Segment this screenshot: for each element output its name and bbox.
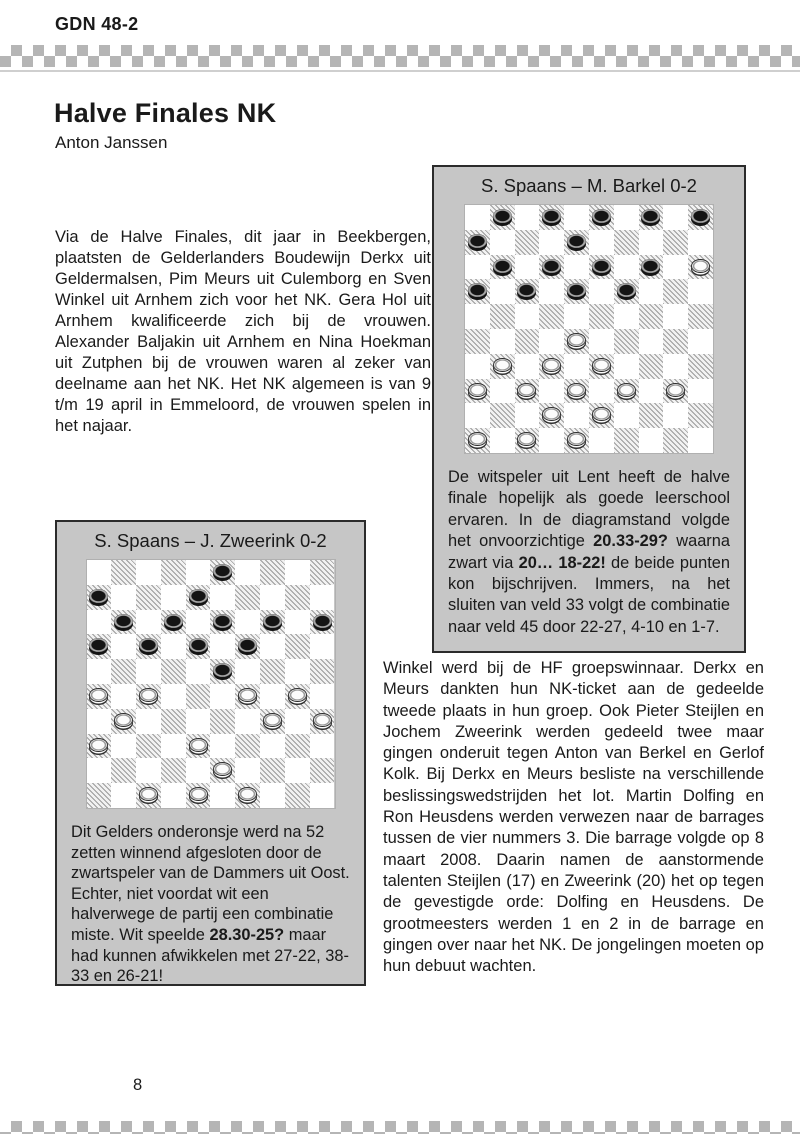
dark-square <box>465 329 490 354</box>
dark-square <box>589 255 614 280</box>
dark-square <box>614 329 639 354</box>
caption-text: waarna zwart via <box>448 532 730 572</box>
black-piece <box>189 589 208 603</box>
dark-square <box>260 560 285 585</box>
dark-square <box>688 304 713 329</box>
diagram-title: S. Spaans – M. Barkel 0-2 <box>481 175 697 196</box>
light-square <box>515 205 540 230</box>
dark-square <box>111 709 136 734</box>
light-square <box>564 354 589 379</box>
white-piece <box>89 738 108 752</box>
dark-square <box>688 205 713 230</box>
dark-square <box>87 684 112 709</box>
light-square <box>490 329 515 354</box>
light-square <box>515 403 540 428</box>
dark-square <box>465 230 490 255</box>
white-piece <box>313 713 332 727</box>
black-piece <box>114 614 133 628</box>
light-square <box>639 329 664 354</box>
light-square <box>465 205 490 230</box>
white-piece <box>567 333 586 347</box>
dark-square <box>161 659 186 684</box>
white-piece <box>238 688 257 702</box>
light-square <box>490 428 515 453</box>
dark-square <box>515 379 540 404</box>
light-square <box>589 329 614 354</box>
dark-square <box>663 279 688 304</box>
dark-square <box>136 734 161 759</box>
light-square <box>310 585 335 610</box>
light-square <box>688 230 713 255</box>
page-number: 8 <box>133 1076 143 1094</box>
dark-square <box>663 230 688 255</box>
draughts-board <box>464 204 714 454</box>
white-piece <box>238 787 257 801</box>
white-piece <box>288 688 307 702</box>
black-piece <box>517 283 536 297</box>
light-square <box>260 684 285 709</box>
caption-text: de beide punten kon bijschrijven. Immers, na het sluiten van veld 33 volgt de combinatie naar veld 45 door 22-27, 4-10 en 1-7. <box>448 553 730 636</box>
intro-paragraph: Via de Halve Finales, dit jaar in Beekbergen, plaatsten de Gelderlanders Boudewijn Derkx uit Geldermalsen, Pim Meurs uit Culemborg en Sven Winkel uit Arnhem zich voor het NK. Gera Hol uit Arnhem kwalificeerde zich bij de vrouwen. Alexander Baljakin uit Arnhem en Nina Hoekman uit Zutphen bij de vrouwen waren al zeker van deelname aan het NK. Het NK algemeen is van 9 t/m 19 april in Emmeloord, de vrouwen spelen in het najaar. <box>55 228 431 435</box>
dark-square <box>490 403 515 428</box>
white-piece <box>89 688 108 702</box>
light-square <box>186 610 211 635</box>
issue-label: GDN 48-2 <box>55 14 139 34</box>
dark-square <box>260 709 285 734</box>
light-square <box>539 230 564 255</box>
black-piece <box>213 564 232 578</box>
light-square <box>465 304 490 329</box>
light-square <box>688 329 713 354</box>
light-square <box>210 734 235 759</box>
dark-square <box>186 783 211 808</box>
black-piece <box>493 259 512 273</box>
dark-square <box>136 783 161 808</box>
dark-square <box>111 659 136 684</box>
white-piece <box>139 688 158 702</box>
dark-square <box>111 560 136 585</box>
dark-square <box>161 709 186 734</box>
light-square <box>87 659 112 684</box>
dark-square <box>564 279 589 304</box>
black-piece <box>238 638 257 652</box>
light-square <box>136 758 161 783</box>
white-piece <box>567 383 586 397</box>
light-square <box>688 379 713 404</box>
dark-square <box>539 403 564 428</box>
dark-square <box>210 758 235 783</box>
light-square <box>186 560 211 585</box>
light-square <box>136 560 161 585</box>
dark-square <box>490 354 515 379</box>
dark-square <box>614 428 639 453</box>
black-piece <box>213 663 232 677</box>
dark-square <box>235 684 260 709</box>
light-square <box>639 428 664 453</box>
dark-square <box>285 585 310 610</box>
black-piece <box>641 209 660 223</box>
light-square <box>564 255 589 280</box>
light-square <box>161 684 186 709</box>
black-piece <box>89 589 108 603</box>
dark-square <box>210 560 235 585</box>
light-square <box>235 560 260 585</box>
dark-square <box>161 758 186 783</box>
dark-square <box>235 734 260 759</box>
white-piece <box>114 713 133 727</box>
light-square <box>515 304 540 329</box>
dark-square <box>285 734 310 759</box>
dark-square <box>210 610 235 635</box>
black-piece <box>542 209 561 223</box>
white-piece <box>691 259 710 273</box>
dark-square <box>515 230 540 255</box>
light-square <box>285 610 310 635</box>
diagram-caption <box>434 467 744 638</box>
dark-square <box>589 354 614 379</box>
white-piece <box>517 432 536 446</box>
light-square <box>639 379 664 404</box>
white-piece <box>189 738 208 752</box>
light-square <box>111 783 136 808</box>
dark-square <box>688 354 713 379</box>
black-piece <box>592 209 611 223</box>
move-notation: 20… 18-22! <box>518 553 606 572</box>
light-square <box>235 610 260 635</box>
light-square <box>663 205 688 230</box>
white-piece <box>468 383 487 397</box>
white-piece <box>189 787 208 801</box>
caption-text: De witspeler uit Lent heeft de halve finale hopelijk als goede leerschool ervaren. In de diagramstand volgde het onvoorzichtige <box>448 468 730 551</box>
light-square <box>235 709 260 734</box>
dark-square <box>465 428 490 453</box>
light-square <box>639 279 664 304</box>
white-piece <box>517 383 536 397</box>
light-square <box>515 354 540 379</box>
dark-square <box>310 610 335 635</box>
light-square <box>515 255 540 280</box>
white-piece <box>567 432 586 446</box>
dark-square <box>564 379 589 404</box>
move-notation: 28.30-25? <box>209 925 285 944</box>
black-piece <box>691 209 710 223</box>
light-square <box>260 734 285 759</box>
dark-square <box>235 634 260 659</box>
header-rule <box>0 70 800 72</box>
white-piece <box>542 407 561 421</box>
light-square <box>111 734 136 759</box>
black-piece <box>468 283 487 297</box>
dark-square <box>310 560 335 585</box>
light-square <box>589 230 614 255</box>
black-piece <box>468 234 487 248</box>
dark-square <box>639 354 664 379</box>
light-square <box>285 709 310 734</box>
dark-square <box>310 758 335 783</box>
white-piece <box>666 383 685 397</box>
dark-square <box>564 230 589 255</box>
dark-square <box>688 403 713 428</box>
white-piece <box>213 762 232 776</box>
dark-square <box>564 428 589 453</box>
dark-square <box>589 403 614 428</box>
dark-square <box>186 585 211 610</box>
black-piece <box>313 614 332 628</box>
light-square <box>87 560 112 585</box>
light-square <box>589 279 614 304</box>
light-square <box>539 329 564 354</box>
light-square <box>465 403 490 428</box>
caption-text: maar had kunnen afwikkelen met 27-22, 38-33 en 26-21! <box>71 925 349 986</box>
dark-square <box>260 758 285 783</box>
dark-square <box>539 304 564 329</box>
diagram-box-zweerink <box>55 520 366 986</box>
dark-square <box>663 428 688 453</box>
black-piece <box>89 638 108 652</box>
move-notation: 20.33-29? <box>593 532 668 551</box>
dark-square <box>465 279 490 304</box>
light-square <box>87 610 112 635</box>
dark-square <box>614 379 639 404</box>
dark-square <box>490 255 515 280</box>
dark-square <box>539 205 564 230</box>
light-square <box>260 783 285 808</box>
dark-square <box>490 205 515 230</box>
black-piece <box>592 259 611 273</box>
light-square <box>87 709 112 734</box>
white-piece <box>542 358 561 372</box>
light-square <box>235 659 260 684</box>
white-piece <box>493 358 512 372</box>
light-square <box>260 585 285 610</box>
light-square <box>235 758 260 783</box>
dark-square <box>260 659 285 684</box>
dark-square <box>310 709 335 734</box>
dark-square <box>614 279 639 304</box>
light-square <box>663 304 688 329</box>
dark-square <box>87 734 112 759</box>
white-piece <box>468 432 487 446</box>
light-square <box>663 354 688 379</box>
black-piece <box>213 614 232 628</box>
light-square <box>688 279 713 304</box>
white-piece <box>592 407 611 421</box>
light-square <box>161 634 186 659</box>
light-square <box>465 255 490 280</box>
dark-square <box>136 585 161 610</box>
dark-square <box>564 329 589 354</box>
white-piece <box>263 713 282 727</box>
article-title: Halve Finales NK <box>54 98 277 128</box>
light-square <box>490 230 515 255</box>
dark-square <box>87 634 112 659</box>
dark-square <box>186 684 211 709</box>
caption-text: Dit Gelders onderonsje werd na 52 zetten winnend afgesloten door de zwartspeler van de Dammers uit Oost. Echter, niet voordat wit een halverwege de partij een combinatie miste. Wit speelde <box>71 823 350 944</box>
light-square <box>186 659 211 684</box>
dark-square <box>161 610 186 635</box>
dark-square <box>235 783 260 808</box>
black-piece <box>189 638 208 652</box>
diagram-box-barkel <box>432 165 746 653</box>
dark-square <box>515 279 540 304</box>
results-paragraph: Winkel werd bij de HF groepswinnaar. Derkx en Meurs dankten hun NK-ticket aan de gedeelde tweede plaats in hun groep. Ook Pieter Steijlen en Jochem Zweerink werden gedeeld twee maar gingen onderuit tegen Anton van Berkel en Gerlof Kolk. Bij Derkx en Meurs besliste na verschillende beslissingswedstrijden het lot. Martin Dolfing en Ron Heusdens werden verwezen naar de barrages tussen de vier nummers 3. Die barrage volgde op 8 maart 2008. Daarin namen de aanstormende talenten Steijlen (17) en Zweerink (20) het op tegen de gevestigde orde: Dolfing en Heusdens. De grootmeesters werden 1 en 2 in de barrage en gingen over naar het NK. De jongelingen moeten op hun debuut wachten. <box>383 659 764 976</box>
light-square <box>614 255 639 280</box>
dark-square <box>111 758 136 783</box>
white-piece <box>139 787 158 801</box>
dark-square <box>515 329 540 354</box>
black-piece <box>164 614 183 628</box>
light-square <box>310 783 335 808</box>
dark-square <box>260 610 285 635</box>
draughts-board <box>86 559 336 809</box>
dark-square <box>310 659 335 684</box>
light-square <box>210 585 235 610</box>
light-square <box>639 230 664 255</box>
light-square <box>111 634 136 659</box>
dark-square <box>589 205 614 230</box>
black-piece <box>567 283 586 297</box>
light-square <box>614 354 639 379</box>
light-square <box>490 379 515 404</box>
light-square <box>111 684 136 709</box>
light-square <box>589 428 614 453</box>
dark-square <box>285 684 310 709</box>
light-square <box>161 585 186 610</box>
light-square <box>539 379 564 404</box>
light-square <box>161 734 186 759</box>
light-square <box>186 758 211 783</box>
light-square <box>87 758 112 783</box>
dark-square <box>639 403 664 428</box>
light-square <box>589 379 614 404</box>
black-piece <box>641 259 660 273</box>
light-square <box>161 783 186 808</box>
light-square <box>465 354 490 379</box>
black-piece <box>617 283 636 297</box>
diagram-title: S. Spaans – J. Zweerink 0-2 <box>94 530 327 551</box>
black-piece <box>542 259 561 273</box>
dark-square <box>539 354 564 379</box>
dark-square <box>285 634 310 659</box>
light-square <box>663 403 688 428</box>
light-square <box>210 684 235 709</box>
white-piece <box>592 358 611 372</box>
dark-square <box>136 634 161 659</box>
light-square <box>688 428 713 453</box>
light-square <box>490 279 515 304</box>
light-square <box>564 403 589 428</box>
light-square <box>260 634 285 659</box>
light-square <box>136 610 161 635</box>
checker-band-top <box>0 45 800 67</box>
checker-band-bottom <box>0 1121 800 1134</box>
dark-square <box>639 205 664 230</box>
light-square <box>564 304 589 329</box>
dark-square <box>285 783 310 808</box>
light-square <box>614 403 639 428</box>
white-piece <box>617 383 636 397</box>
dark-square <box>111 610 136 635</box>
dark-square <box>490 304 515 329</box>
dark-square <box>210 659 235 684</box>
dark-square <box>589 304 614 329</box>
light-square <box>310 684 335 709</box>
light-square <box>111 585 136 610</box>
light-square <box>310 734 335 759</box>
black-piece <box>493 209 512 223</box>
light-square <box>614 304 639 329</box>
light-square <box>564 205 589 230</box>
dark-square <box>515 428 540 453</box>
light-square <box>285 659 310 684</box>
black-piece <box>567 234 586 248</box>
light-square <box>136 659 161 684</box>
light-square <box>285 560 310 585</box>
diagram-caption <box>57 822 364 987</box>
light-square <box>539 428 564 453</box>
light-square <box>614 205 639 230</box>
black-piece <box>139 638 158 652</box>
dark-square <box>186 734 211 759</box>
dark-square <box>87 783 112 808</box>
black-piece <box>263 614 282 628</box>
dark-square <box>663 329 688 354</box>
article-author: Anton Janssen <box>55 133 168 152</box>
dark-square <box>614 230 639 255</box>
dark-square <box>235 585 260 610</box>
light-square <box>310 634 335 659</box>
light-square <box>136 709 161 734</box>
light-square <box>539 279 564 304</box>
dark-square <box>161 560 186 585</box>
dark-square <box>87 585 112 610</box>
light-square <box>285 758 310 783</box>
light-square <box>186 709 211 734</box>
dark-square <box>186 634 211 659</box>
dark-square <box>639 304 664 329</box>
dark-square <box>688 255 713 280</box>
dark-square <box>539 255 564 280</box>
dark-square <box>465 379 490 404</box>
light-square <box>210 634 235 659</box>
dark-square <box>210 709 235 734</box>
dark-square <box>663 379 688 404</box>
dark-square <box>136 684 161 709</box>
light-square <box>663 255 688 280</box>
dark-square <box>639 255 664 280</box>
light-square <box>210 783 235 808</box>
